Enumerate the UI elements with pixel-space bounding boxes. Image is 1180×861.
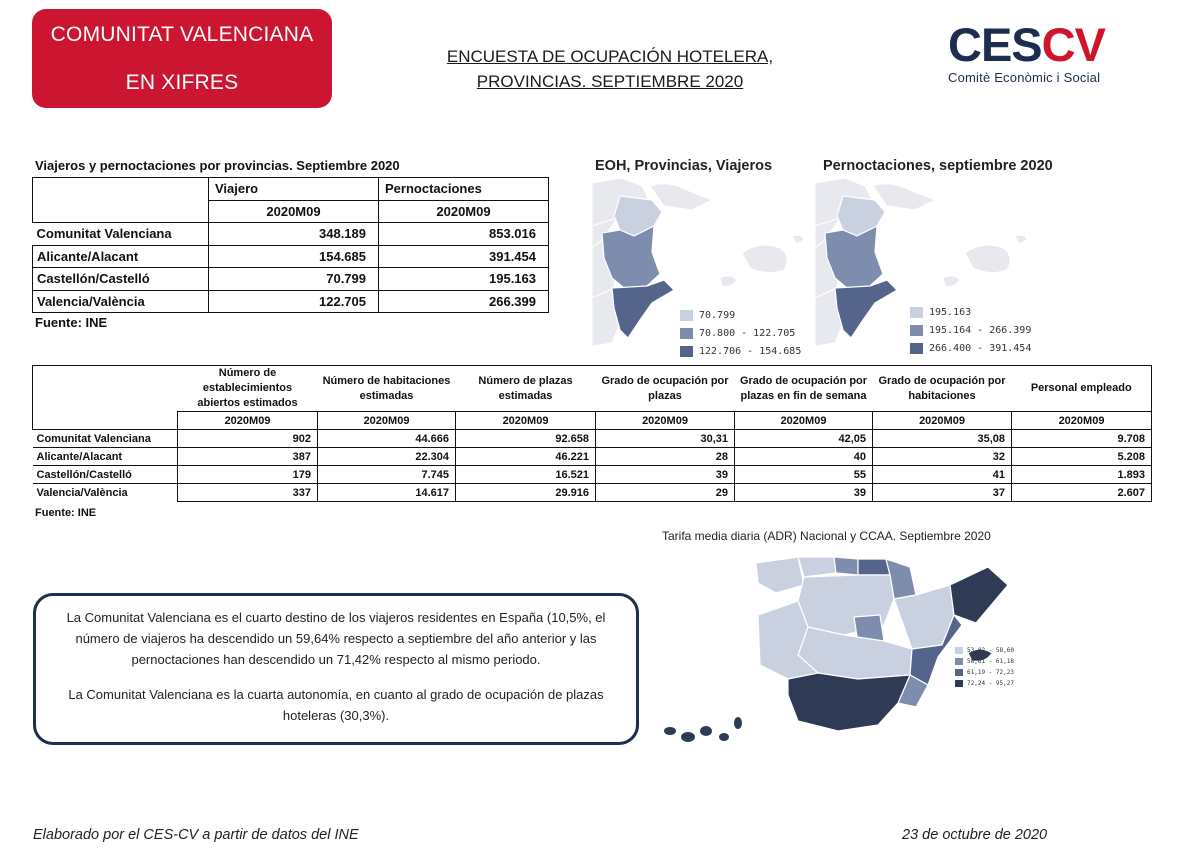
table-cell: 35,08	[873, 430, 1012, 448]
cell-viajeros: 348.189	[209, 223, 379, 246]
table-row	[33, 268, 549, 291]
region-badge	[32, 9, 332, 108]
table-row	[33, 245, 549, 268]
table-row	[33, 448, 1152, 466]
period-label: 2020M09	[735, 412, 873, 430]
row-label: Comunitat Valenciana	[33, 430, 178, 448]
legend-label: 61,19 - 72,23	[967, 669, 1014, 676]
province-alicante	[835, 280, 897, 338]
map-adr-title: Tarifa media diaria (ADR) Nacional y CCAA. Septiembre 2020	[662, 529, 991, 543]
legend-label: 72,24 - 95,27	[967, 680, 1014, 687]
page-title	[410, 44, 810, 94]
badge-line-2: EN XIFRES	[125, 70, 239, 94]
region-asturias	[798, 557, 836, 577]
legend-label: 195.164 - 266.399	[929, 324, 1032, 336]
period-label: 2020M09	[873, 412, 1012, 430]
cell-pernoctaciones: 391.454	[379, 245, 549, 268]
col-header: Grado de ocupación por plazas en fin de semana	[735, 366, 873, 412]
map-viajeros-legend	[680, 306, 801, 360]
table-cell: 16.521	[456, 466, 596, 484]
travellers-table	[32, 177, 549, 313]
table-cell: 39	[596, 466, 735, 484]
region-pais-vasco	[858, 559, 890, 575]
table1-caption: Viajeros y pernoctaciones por provincias. Septiembre 2020	[35, 158, 400, 173]
region-cataluna	[950, 567, 1008, 623]
table-cell: 55	[735, 466, 873, 484]
table-cell: 42,05	[735, 430, 873, 448]
legend-label: 70.800 - 122.705	[699, 327, 796, 339]
title-line-2: PROVINCIAS. SEPTIEMBRE 2020	[476, 72, 744, 91]
table-cell: 7.745	[318, 466, 456, 484]
legend-label: 58,61 - 61,18	[967, 658, 1014, 665]
table1-source: Fuente: INE	[35, 315, 108, 330]
period-label: 2020M09	[379, 200, 549, 223]
table-cell: 40	[735, 448, 873, 466]
col-header: Número de habitaciones estimadas	[318, 366, 456, 412]
table-cell: 387	[178, 448, 318, 466]
cell-pernoctaciones: 853.016	[379, 223, 549, 246]
row-label: Castellón/Castelló	[33, 268, 209, 291]
title-line-1: ENCUESTA DE OCUPACIÓN HOTELERA,	[446, 47, 774, 66]
table-row	[33, 466, 1152, 484]
row-label: Valencia/València	[33, 290, 209, 313]
table-cell: 29	[596, 484, 735, 502]
logo-mark-cv: CV	[1041, 18, 1105, 71]
map-pernoctaciones-title: Pernoctaciones, septiembre 2020	[823, 158, 1053, 174]
legend-label: 195.163	[929, 306, 972, 318]
summary-paragraph: La Comunitat Valenciana es el cuarto destino de los viajeros residentes en España (10,5%, el número de viajeros ha descendido un 59,64% respecto a septiembre del año anterior y las pernoctaciones han descendido un 71,42% respecto al mismo periodo.	[66, 610, 606, 667]
footer-credit: Elaborado por el CES-CV a partir de datos del INE	[33, 827, 359, 843]
cell-viajeros: 154.685	[209, 245, 379, 268]
period-label: 2020M09	[456, 412, 596, 430]
region-galicia	[756, 557, 804, 593]
period-label: 2020M09	[1012, 412, 1152, 430]
table2-source: Fuente: INE	[35, 507, 97, 519]
table-cell: 46.221	[456, 448, 596, 466]
cell-pernoctaciones: 266.399	[379, 290, 549, 313]
table-row	[33, 484, 1152, 502]
summary-box	[33, 593, 639, 745]
region-cantabria	[834, 557, 858, 575]
table-cell: 902	[178, 430, 318, 448]
cell-pernoctaciones: 195.163	[379, 268, 549, 291]
col-pernoctaciones: Pernoctaciones	[379, 178, 549, 201]
legend-label: 53,02 - 58,60	[967, 647, 1014, 654]
legend-label: 122.706 - 154.685	[699, 345, 802, 357]
table-cell: 32	[873, 448, 1012, 466]
table-cell: 39	[735, 484, 873, 502]
period-label: 2020M09	[318, 412, 456, 430]
row-label: Alicante/Alacant	[33, 448, 178, 466]
col-header: Grado de ocupación por plazas	[596, 366, 735, 412]
row-label: Alicante/Alacant	[33, 245, 209, 268]
row-label: Castellón/Castelló	[33, 466, 178, 484]
period-label: 2020M09	[209, 200, 379, 223]
col-viajero: Viajero	[209, 178, 379, 201]
canary-islands	[664, 717, 742, 742]
map-viajeros-title: EOH, Provincias, Viajeros	[595, 158, 773, 174]
establishments-table	[32, 365, 1152, 502]
summary-paragraph: La Comunitat Valenciana es la cuarta autonomía, en cuanto al grado de ocupación de plazas hoteleras (30,3%).	[68, 687, 604, 723]
col-header: Personal empleado	[1012, 366, 1152, 412]
logo-mark	[948, 20, 1118, 70]
row-label: Comunitat Valenciana	[33, 223, 209, 246]
table-row	[33, 223, 549, 246]
cescv-logo	[948, 20, 1118, 95]
row-label: Valencia/València	[33, 484, 178, 502]
map-pernoctaciones-legend	[910, 303, 1031, 357]
badge-line-1: COMUNITAT VALENCIANA	[50, 22, 314, 46]
table-cell: 9.708	[1012, 430, 1152, 448]
table-cell: 37	[873, 484, 1012, 502]
province-alicante	[612, 280, 674, 338]
table-cell: 5.208	[1012, 448, 1152, 466]
table-row	[33, 290, 549, 313]
col-header: Número de plazas estimadas	[456, 366, 596, 412]
map-adr-legend	[955, 645, 1014, 689]
table-cell: 22.304	[318, 448, 456, 466]
legend-label: 266.400 - 391.454	[929, 342, 1032, 354]
table-cell: 2.607	[1012, 484, 1152, 502]
table-cell: 337	[178, 484, 318, 502]
table-cell: 29.916	[456, 484, 596, 502]
table-cell: 41	[873, 466, 1012, 484]
col-header: Grado de ocupación por habitaciones	[873, 366, 1012, 412]
table-cell: 30,31	[596, 430, 735, 448]
region-andalucia	[788, 673, 910, 731]
cell-viajeros: 122.705	[209, 290, 379, 313]
table-cell: 179	[178, 466, 318, 484]
table-cell: 92.658	[456, 430, 596, 448]
table-cell: 44.666	[318, 430, 456, 448]
period-label: 2020M09	[596, 412, 735, 430]
logo-subtitle: Comitè Econòmic i Social	[948, 70, 1101, 85]
table-cell: 28	[596, 448, 735, 466]
table-row	[33, 430, 1152, 448]
col-header: Número de establecimientos abiertos estimados	[178, 366, 318, 412]
legend-label: 70.799	[699, 309, 736, 321]
period-label: 2020M09	[178, 412, 318, 430]
logo-mark-ces: CES	[948, 18, 1042, 71]
table-cell: 1.893	[1012, 466, 1152, 484]
table-cell: 14.617	[318, 484, 456, 502]
footer-date: 23 de octubre de 2020	[902, 827, 1048, 843]
cell-viajeros: 70.799	[209, 268, 379, 291]
